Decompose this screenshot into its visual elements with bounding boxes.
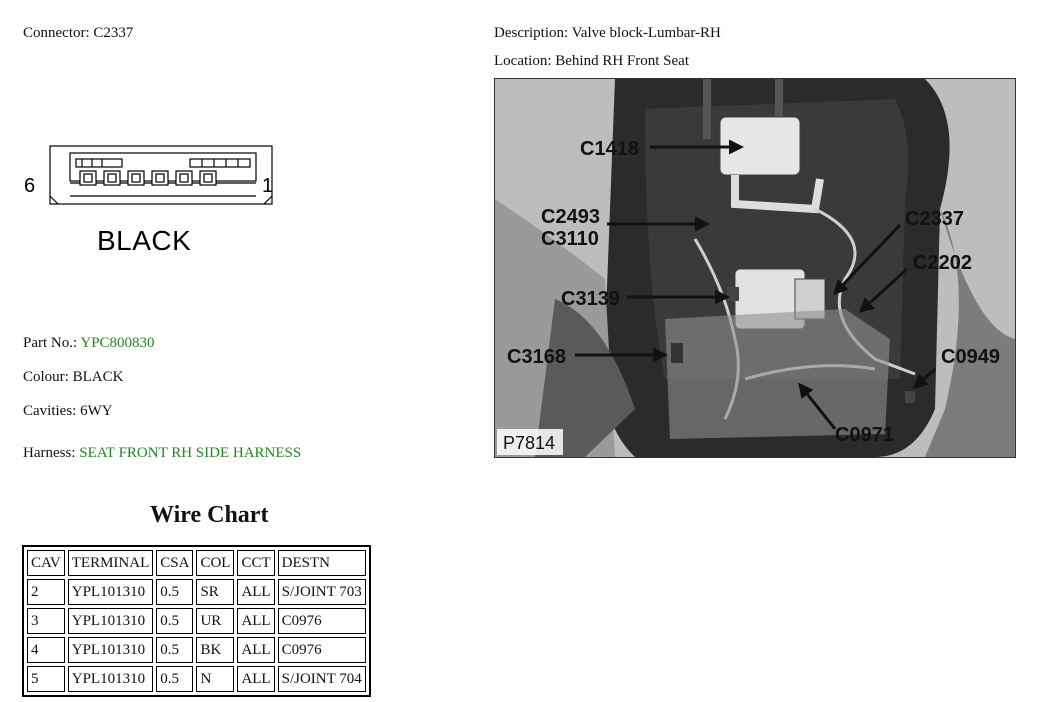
header-terminal: TERMINAL bbox=[68, 550, 154, 576]
part-no-line bbox=[23, 334, 155, 352]
part-no-value: YPC800830 bbox=[80, 335, 155, 351]
location-value: Behind RH Front Seat bbox=[555, 53, 689, 69]
description-label: Description: bbox=[494, 25, 569, 41]
colour-label: Colour: bbox=[23, 369, 69, 385]
cell-destn: C0976 bbox=[278, 637, 366, 663]
cell-destn: S/JOINT 703 bbox=[278, 579, 366, 605]
cell-cav: 5 bbox=[27, 666, 65, 692]
location-line bbox=[494, 52, 689, 70]
harness-value: SEAT FRONT RH SIDE HARNESS bbox=[79, 445, 302, 461]
callout-c3110: C3110 bbox=[541, 228, 599, 250]
description-value: Valve block-Lumbar-RH bbox=[571, 25, 721, 41]
callout-c2202: C2202 bbox=[913, 252, 972, 274]
callout-c1418: C1418 bbox=[580, 138, 639, 160]
header-col: COL bbox=[196, 550, 234, 576]
pin-number-right: 1 bbox=[262, 175, 274, 197]
cell-col: N bbox=[196, 666, 234, 692]
header-destn: DESTN bbox=[278, 550, 366, 576]
cell-destn: S/JOINT 704 bbox=[278, 666, 366, 692]
header-cav: CAV bbox=[27, 550, 65, 576]
cell-destn: C0976 bbox=[278, 608, 366, 634]
callout-c2493: C2493 bbox=[541, 206, 600, 228]
callout-c0949: C0949 bbox=[941, 346, 1000, 368]
cavities-value: 6WY bbox=[80, 403, 113, 419]
connector-line bbox=[23, 24, 133, 42]
cell-col: SR bbox=[196, 579, 234, 605]
connector-colour-label: BLACK bbox=[97, 225, 192, 256]
description-line bbox=[494, 24, 721, 42]
cell-cct: ALL bbox=[237, 637, 274, 663]
cell-csa: 0.5 bbox=[156, 608, 193, 634]
wire-chart-table bbox=[22, 545, 371, 697]
cell-cav: 2 bbox=[27, 579, 65, 605]
connector-label: Connector: bbox=[23, 25, 90, 41]
table-row bbox=[27, 579, 366, 605]
callout-c3139: C3139 bbox=[561, 288, 620, 310]
location-photo bbox=[494, 78, 1016, 458]
cell-cav: 4 bbox=[27, 637, 65, 663]
latch-left bbox=[76, 159, 122, 167]
cell-terminal: YPL101310 bbox=[68, 579, 154, 605]
cell-csa: 0.5 bbox=[156, 637, 193, 663]
cell-csa: 0.5 bbox=[156, 579, 193, 605]
cell-terminal: YPL101310 bbox=[68, 608, 154, 634]
pin-number-left: 6 bbox=[24, 175, 36, 197]
harness-line bbox=[23, 444, 301, 462]
latch-right bbox=[190, 159, 250, 167]
part-no-label: Part No.: bbox=[23, 335, 78, 351]
table-row bbox=[27, 608, 366, 634]
wire-chart-title: Wire Chart bbox=[150, 502, 269, 528]
cavities-line bbox=[23, 402, 113, 420]
cell-cct: ALL bbox=[237, 666, 274, 692]
cell-col: UR bbox=[196, 608, 234, 634]
cavities-label: Cavities: bbox=[23, 403, 77, 419]
cell-csa: 0.5 bbox=[156, 666, 193, 692]
cell-terminal: YPL101310 bbox=[68, 666, 154, 692]
header-csa: CSA bbox=[156, 550, 193, 576]
header-cct: CCT bbox=[237, 550, 274, 576]
colour-line bbox=[23, 368, 123, 386]
table-row bbox=[27, 666, 366, 692]
callout-c0971: C0971 bbox=[835, 424, 894, 446]
cell-col: BK bbox=[196, 637, 234, 663]
cell-cct: ALL bbox=[237, 579, 274, 605]
figure-id: P7814 bbox=[503, 433, 556, 453]
callout-c2337: C2337 bbox=[905, 208, 964, 230]
connector-face-diagram bbox=[22, 138, 282, 258]
cell-cct: ALL bbox=[237, 608, 274, 634]
table-header-row bbox=[27, 550, 366, 576]
colour-value: BLACK bbox=[72, 369, 124, 385]
table-row bbox=[27, 637, 366, 663]
location-label: Location: bbox=[494, 53, 552, 69]
connector-value: C2337 bbox=[93, 25, 134, 41]
harness-label: Harness: bbox=[23, 445, 76, 461]
callout-c3168: C3168 bbox=[507, 346, 566, 368]
cell-cav: 3 bbox=[27, 608, 65, 634]
cell-terminal: YPL101310 bbox=[68, 637, 154, 663]
